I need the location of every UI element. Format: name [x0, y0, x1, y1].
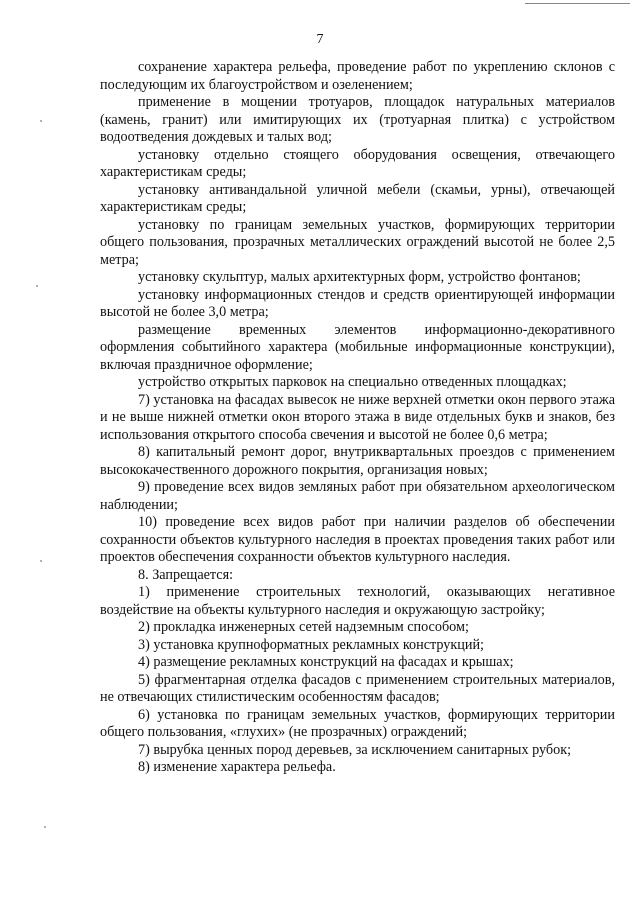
- paragraph: 5) фрагментарная отделка фасадов с применением строительных материалов, не отвечающих стилистическим особенностям фасадов;: [100, 671, 615, 705]
- scan-speck: [40, 560, 42, 562]
- scan-speck: [40, 120, 42, 122]
- paragraph: установку антивандальной уличной мебели (скамьи, урны), отвечающей характеристикам среды;: [100, 181, 615, 215]
- paragraph: 1) применение строительных технологий, оказывающих негативное воздействие на объекты культурного наследия и окружающую застройку;: [100, 584, 615, 618]
- document-body: [100, 59, 615, 777]
- paragraph: установку скульптур, малых архитектурных форм, устройство фонтанов;: [138, 269, 581, 285]
- paragraph: установку по границам земельных участков, формирующих территории общего пользования, прозрачных металлических ограждений высотой не более 2,5 метра;: [100, 216, 615, 268]
- paragraph: 3) установка крупноформатных рекламных конструкций;: [138, 636, 484, 653]
- paragraph: 10) проведение всех видов работ при наличии разделов об обеспечении сохранности объектов культурного наследия в проектах проведения таких работ или проектов обеспечения сохранности объектов культурного наследия.: [100, 514, 615, 565]
- paragraph: установку отдельно стоящего оборудования освещения, отвечающего характеристикам среды;: [100, 146, 615, 180]
- paragraph: размещение временных элементов информационно-декоративного оформления событийного характера (мобильные информационные конструкции), включая праздничное оформление;: [100, 321, 615, 373]
- paragraph: применение в мощении тротуаров, площадок натуральных материалов (камень, гранит) или имитирующих их (тротуарная плитка) с устройством водоотведения дождевых и талых вод;: [100, 94, 615, 145]
- paragraph: устройство открытых парковок на специально отведенных площадках;: [138, 374, 567, 390]
- paragraph: 9) проведение всех видов земляных работ при обязательном археологическом наблюдении;: [100, 479, 615, 513]
- page-number: 7: [316, 32, 324, 47]
- scan-speck: [44, 826, 46, 828]
- paragraph: 6) установка по границам земельных участков, формирующих территории общего пользования, «глухих» (не прозрачных) ограждений;: [100, 706, 615, 740]
- paragraph: 7) вырубка ценных пород деревьев, за исключением санитарных рубок;: [138, 741, 572, 758]
- paragraph: 2) прокладка инженерных сетей надземным способом;: [138, 619, 469, 635]
- paragraph: 7) установка на фасадах вывесок не ниже верхней отметки окон первого этажа и не выше нижней отметки окон второго этажа в виде отдельных букв и знаков, без использования открытого способа свечения и высотой не более 0,6 метра;: [100, 391, 615, 443]
- scan-speck: [36, 285, 38, 287]
- paragraph: 8. Запрещается:: [138, 566, 234, 583]
- paragraph: установку информационных стендов и средств ориентирующей информации высотой не более 3,0 метра;: [100, 286, 615, 320]
- paragraph: 8) капитальный ремонт дорог, внутриквартальных проездов с применением высококачественного дорожного покрытия, организация новых;: [100, 444, 615, 478]
- scan-edge-mark: [525, 3, 630, 4]
- paragraph: 4) размещение рекламных конструкций на фасадах и крышах;: [138, 654, 514, 670]
- paragraph: 8) изменение характера рельефа.: [138, 759, 336, 775]
- paragraph: сохранение характера рельефа, проведение работ по укреплению склонов с последующим их благоустройством и озеленением;: [100, 59, 615, 93]
